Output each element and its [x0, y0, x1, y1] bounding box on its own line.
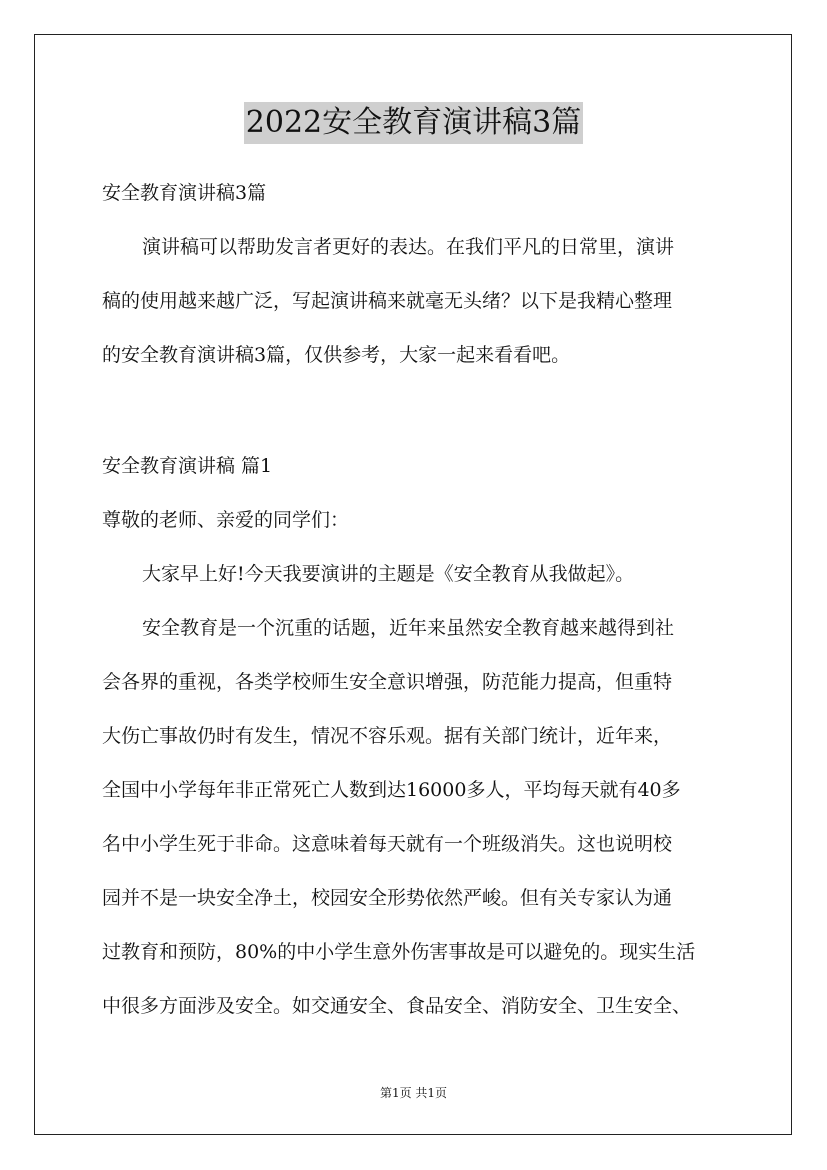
paragraph-2-line-4: 全国中小学每年非正常死亡人数到达16000多人，平均每天就有40多: [102, 779, 681, 801]
paragraph-2-line-3: 大伤亡事故仍时有发生，情况不容乐观。据有关部门统计，近年来，: [102, 725, 673, 747]
title-container: [0, 102, 827, 144]
section-heading: 安全教育演讲稿 篇1: [102, 455, 273, 477]
paragraph-2-line-8: 中很多方面涉及安全。如交通安全、食品安全、消防安全、卫生安全、: [102, 995, 692, 1017]
intro-line-2: 稿的使用越来越广泛，写起演讲稿来就毫无头绪？以下是我精心整理: [102, 290, 673, 312]
salutation: 尊敬的老师、亲爱的同学们：: [102, 509, 350, 531]
paragraph-2-line-1: 安全教育是一个沉重的话题，近年来虽然安全教育越来越得到社: [142, 617, 675, 639]
paragraph-1: 大家早上好!今天我要演讲的主题是《安全教育从我做起》。: [142, 563, 635, 585]
paragraph-2-line-2: 会各界的重视，各类学校师生安全意识增强，防范能力提高，但重特: [102, 671, 673, 693]
paragraph-2-line-7: 过教育和预防，80%的中小学生意外伤害事故是可以避免的。现实生活: [102, 941, 696, 963]
paragraph-2-line-5: 名中小学生死于非命。这意味着每天就有一个班级消失。这也说明校: [102, 833, 673, 855]
intro-line-3: 的安全教育演讲稿3篇，仅供参考，大家一起来看看吧。: [102, 344, 571, 366]
intro-line-1: 演讲稿可以帮助发言者更好的表达。在我们平凡的日常里，演讲: [142, 236, 675, 258]
paragraph-2-line-6: 园并不是一块安全净土，校园安全形势依然严峻。但有关专家认为通: [102, 887, 673, 909]
page-number-footer: 第1页 共1页: [379, 1086, 448, 1100]
document-title: 2022安全教育演讲稿3篇: [244, 102, 583, 144]
subtitle: 安全教育演讲稿3篇: [102, 182, 267, 204]
